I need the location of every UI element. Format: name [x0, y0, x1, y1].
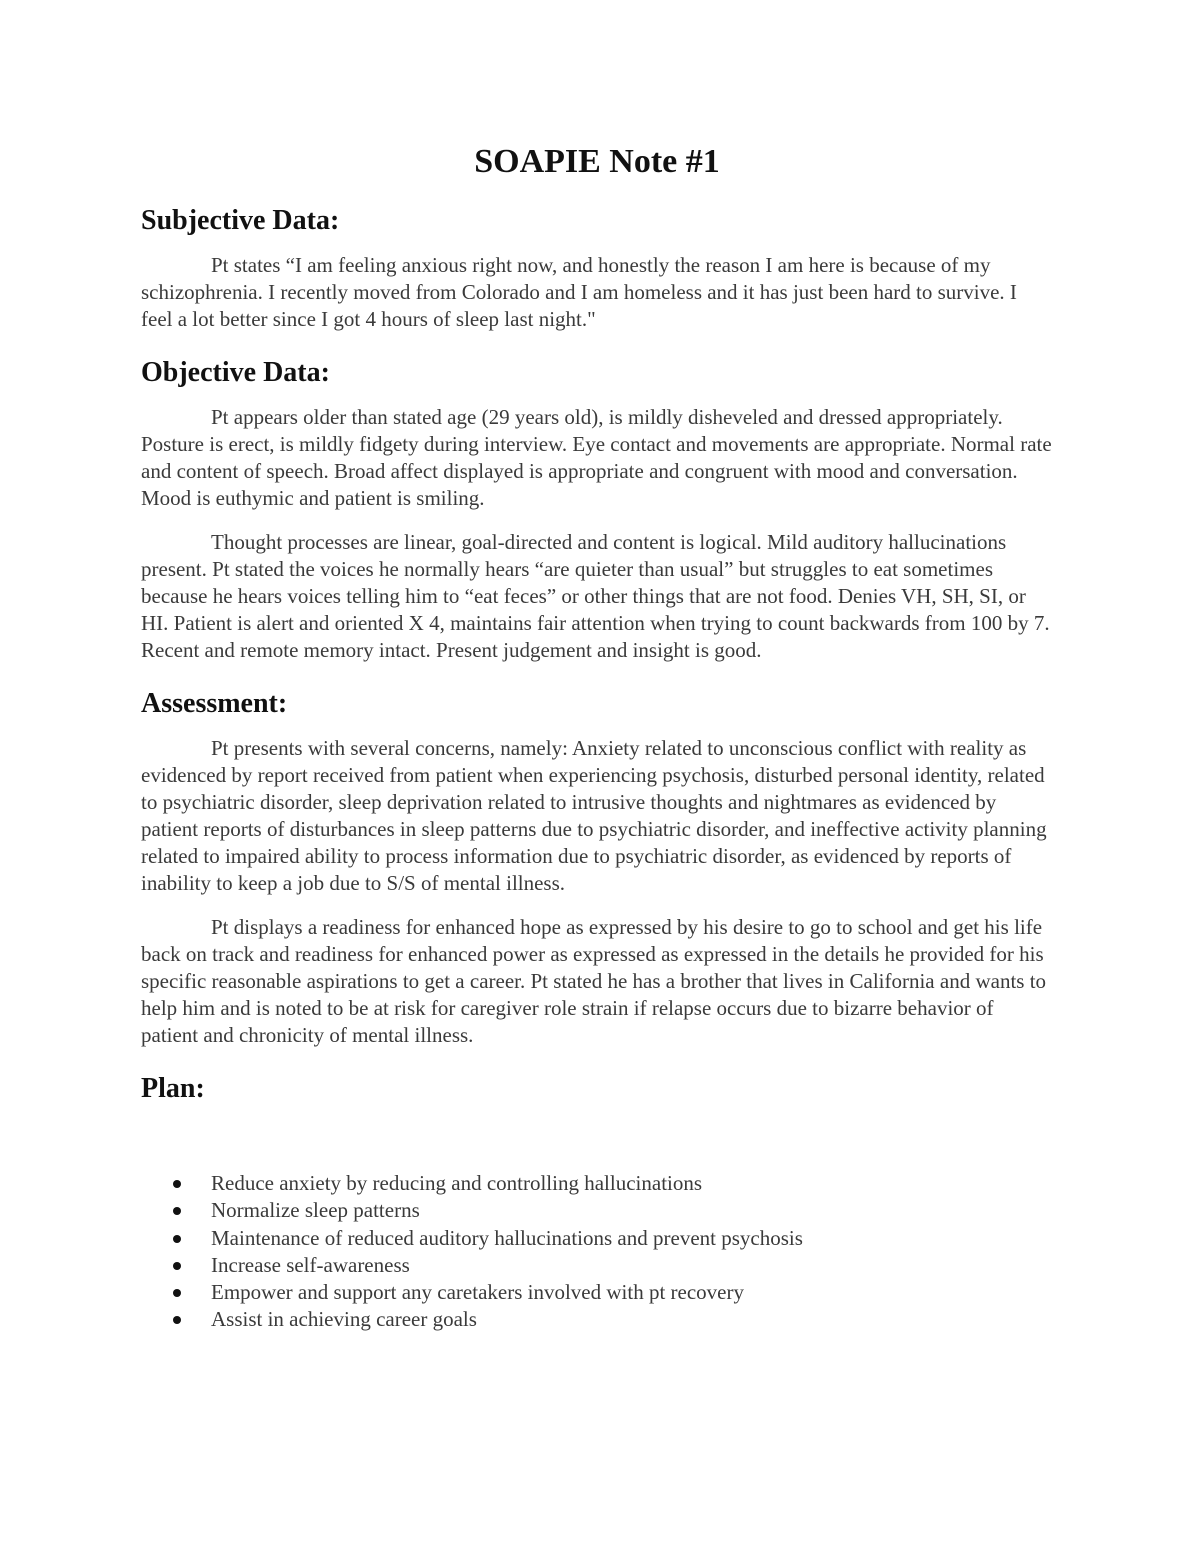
plan-item-text: Maintenance of reduced auditory hallucinations and prevent psychosis	[211, 1225, 803, 1250]
bullet-icon	[173, 1207, 181, 1215]
plan-item-text: Assist in achieving career goals	[211, 1307, 477, 1332]
document-page	[141, 140, 1053, 1334]
plan-heading: Plan:	[141, 1073, 205, 1104]
bullet-icon	[173, 1180, 181, 1188]
plan-item	[141, 1170, 1053, 1197]
bullet-icon	[173, 1316, 181, 1324]
bullet-icon	[173, 1262, 181, 1270]
plan-item	[141, 1279, 1053, 1306]
plan-item-text: Increase self-awareness	[211, 1252, 410, 1277]
objective-paragraph-1: Pt appears older than stated age (29 years old), is mildly disheveled and dressed appropriately. Posture is erect, is mildly fidgety during interview. Eye contact and movements are appropriate. Normal rate and content of speech. Broad affect displayed is appropriate and congruent with mood and conversation. Mood is euthymic and patient is smiling.	[141, 405, 1052, 510]
plan-item	[141, 1197, 1053, 1224]
bullet-icon	[173, 1289, 181, 1297]
objective-paragraph-2: Thought processes are linear, goal-directed and content is logical. Mild auditory hallucinations present. Pt stated the voices he normally hears “are quieter than usual” but struggles to eat sometimes because he hears voices telling him to “eat feces” or other things that are not food. Denies VH, SH, SI, or HI. Patient is alert and oriented X 4, maintains fair attention when trying to count backwards from 100 by 7. Recent and remote memory intact. Present judgement and insight is good.	[141, 530, 1050, 662]
objective-heading: Objective Data:	[141, 357, 330, 388]
subjective-heading: Subjective Data:	[141, 205, 340, 236]
bullet-icon	[173, 1235, 181, 1243]
plan-item-text: Normalize sleep patterns	[211, 1198, 420, 1223]
plan-item	[141, 1225, 1053, 1252]
plan-item-text: Empower and support any caretakers involved with pt recovery	[211, 1280, 744, 1305]
plan-list	[141, 1170, 1053, 1334]
assessment-paragraph-2: Pt displays a readiness for enhanced hope as expressed by his desire to go to school and get his life back on track and readiness for enhanced power as expressed as expressed in the details he provided for his specific reasonable aspirations to get a career. Pt stated he has a brother that lives in California and wants to help him and is noted to be at risk for caregiver role strain if relapse occurs due to bizarre behavior of patient and chronicity of mental illness.	[141, 915, 1047, 1047]
plan-item-text: Reduce anxiety by reducing and controlling hallucinations	[211, 1171, 703, 1195]
assessment-heading: Assessment:	[141, 688, 288, 719]
plan-item	[141, 1252, 1053, 1279]
document-title: SOAPIE Note #1	[474, 143, 720, 180]
plan-item	[141, 1306, 1053, 1333]
subjective-paragraph: Pt states “I am feeling anxious right now, and honestly the reason I am here is because of my schizophrenia. I recently moved from Colorado and I am homeless and it has just been hard to survive. I feel a lot better since I got 4 hours of sleep last night."	[141, 253, 1017, 331]
assessment-paragraph-1: Pt presents with several concerns, namely: Anxiety related to unconscious conflict with reality as evidenced by report received from patient when experiencing psychosis, disturbed personal identity, related to psychiatric disorder, sleep deprivation related to intrusive thoughts and nightmares as evidenced by patient reports of disturbances in sleep patterns due to psychiatric disorder, and ineffective activity planning related to impaired ability to process information due to psychiatric disorder, as evidenced by reports of inability to keep a job due to S/S of mental illness.	[141, 736, 1047, 895]
